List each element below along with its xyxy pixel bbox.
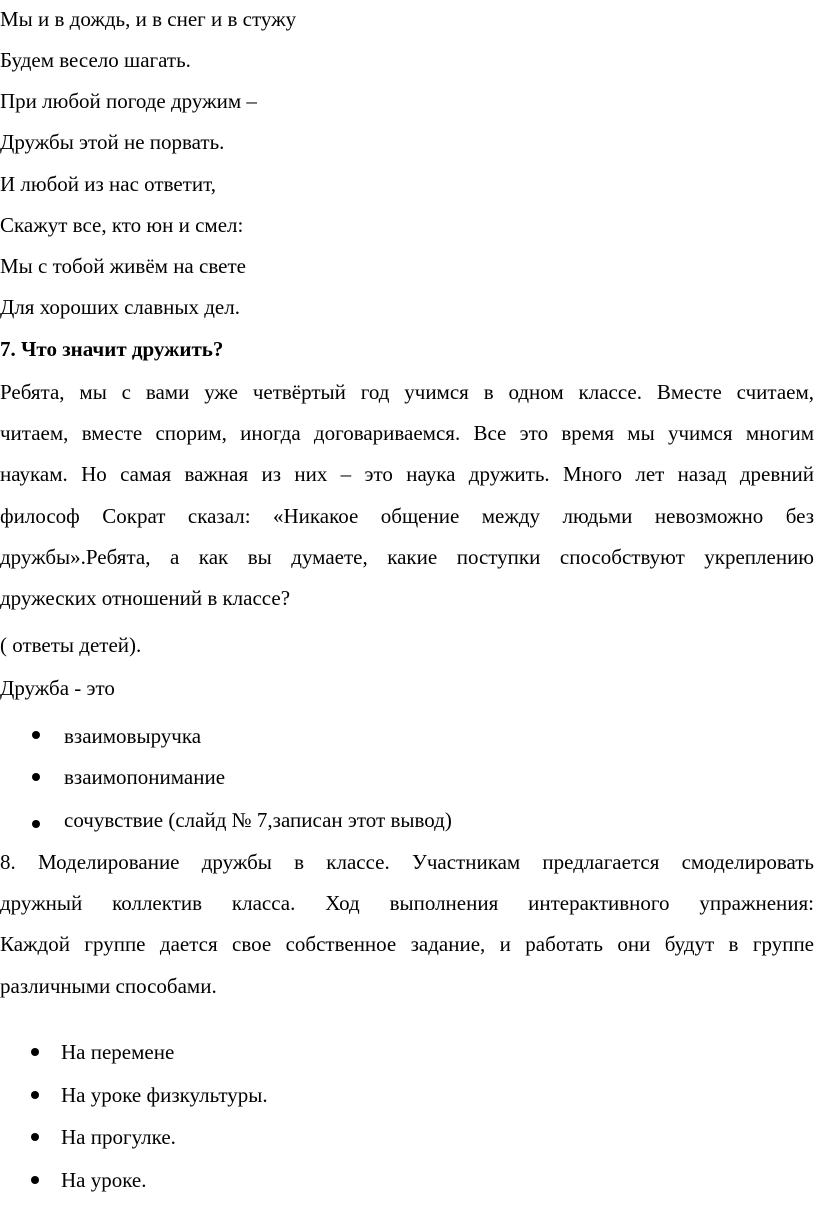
poem-line: Для хороших славных дел.: [0, 295, 240, 319]
list-item-text: На уроке.: [61, 1168, 147, 1192]
bullet-icon: [31, 1176, 39, 1184]
section-paragraph: [0, 842, 814, 1007]
list-item: [0, 1170, 816, 1194]
paragraph-line: философ Сократ сказал: «Никакое общение между людьми невозможно без: [0, 503, 814, 528]
paragraph-line: дружбы».Ребята, а как вы думаете, какие поступки способствуют укреплению: [0, 544, 814, 569]
list-item-text: На прогулке.: [61, 1125, 176, 1149]
paragraph-line: Ребята, мы с вами уже четвёртый год учимся в одном классе. Вместе считаем,: [0, 380, 814, 404]
paragraph-line: читаем, вместе спорим, иногда договариваемся. Все это время мы учимся многим: [0, 421, 814, 446]
list-item-text: На перемене: [61, 1040, 175, 1064]
list-item-text: На уроке физкультуры.: [61, 1083, 268, 1107]
list-item: [0, 1085, 816, 1109]
list-item: [0, 726, 816, 750]
paragraph-line: Каждой группе дается свое собственное задание, и работать они будут в группе: [0, 932, 814, 957]
list-item: [0, 1042, 816, 1066]
bullet-icon: [32, 773, 40, 781]
list-item-text: взаимопонимание: [64, 765, 226, 789]
bullet-icon: [32, 731, 40, 739]
list-item-text: взаимовыручка: [64, 724, 202, 748]
poem-line: И любой из нас ответит,: [0, 172, 216, 196]
list-item-text: сочувствие (слайд № 7,записан этот вывод): [64, 808, 452, 832]
paragraph-line: различными способами.: [0, 973, 217, 998]
paragraph-line: дружный коллектив класса. Ход выполнения интерактивного упражнения:: [0, 891, 814, 916]
poem-line: Дружбы этой не порвать.: [0, 130, 225, 154]
bullet-icon: [32, 820, 40, 828]
poem-line: Мы с тобой живём на свете: [0, 254, 246, 278]
poem-line: Скажут все, кто юн и смел:: [0, 213, 244, 237]
list-item: [0, 767, 816, 791]
bullet-icon: [31, 1091, 39, 1099]
paragraph-line: наукам. Но самая важная из них – это наука дружить. Много лет назад древний: [0, 462, 814, 487]
bullet-icon: [31, 1133, 39, 1141]
friendship-definition: Дружба - это: [0, 676, 115, 700]
paragraph-line: 8. Моделирование дружбы в классе. Участникам предлагается смоделировать: [0, 850, 814, 874]
section-heading: 7. Что значит дружить?: [0, 337, 224, 361]
poem-line: Будем весело шагать.: [0, 48, 191, 72]
poem-line: Мы и в дождь, и в снег и в стужу: [0, 7, 297, 31]
section-paragraph: [0, 372, 814, 619]
answers-note: ( ответы детей).: [0, 633, 142, 657]
list-item: [0, 1127, 816, 1151]
list-item: [0, 810, 816, 834]
bullet-icon: [31, 1048, 39, 1056]
poem-line: При любой погоде дружим –: [0, 89, 257, 113]
paragraph-line: дружеских отношений в классе?: [0, 585, 291, 610]
